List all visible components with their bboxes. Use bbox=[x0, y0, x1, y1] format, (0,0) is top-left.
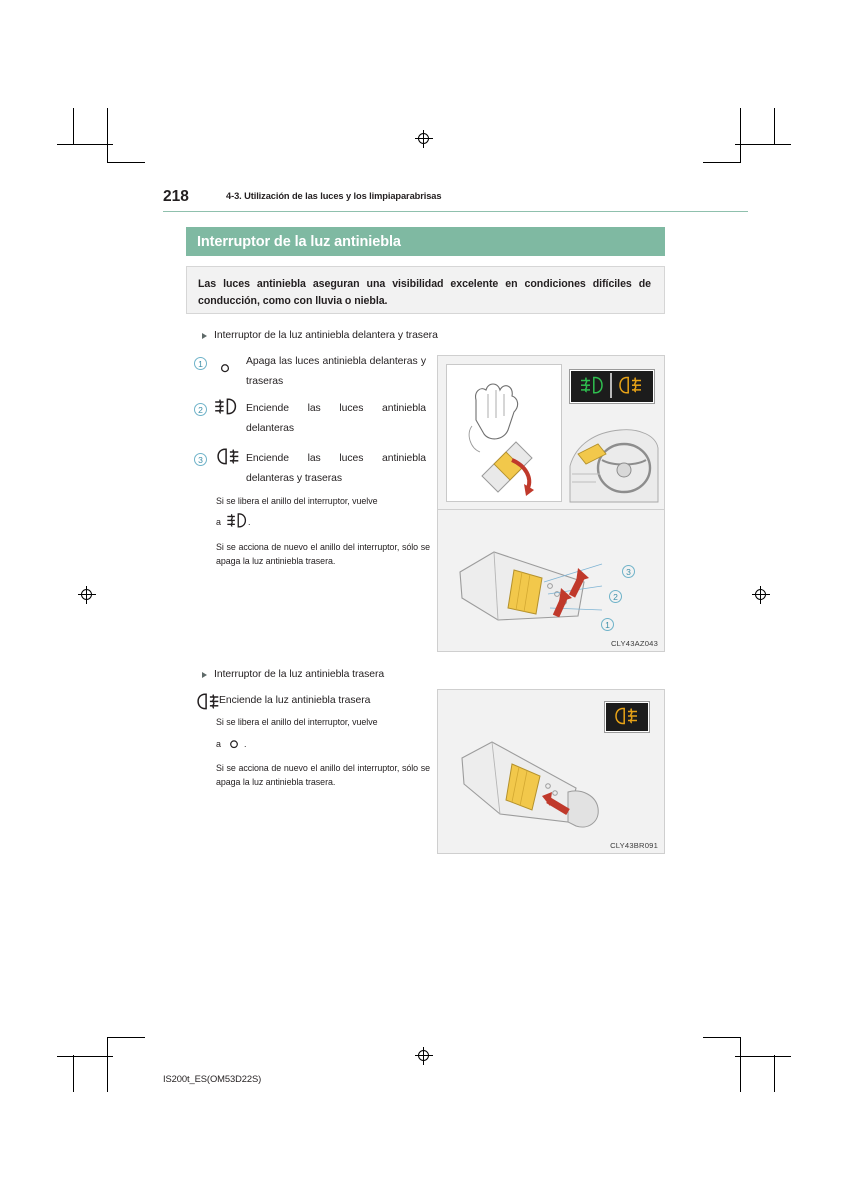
block2-note-1-line-2-suffix: . bbox=[244, 739, 247, 749]
off-circle-icon bbox=[219, 361, 231, 379]
crop-mark-br-h bbox=[735, 1056, 791, 1057]
registration-mark-left bbox=[78, 586, 96, 604]
figure-callout-3: 3 bbox=[622, 565, 635, 578]
crop-mark-bl-h bbox=[57, 1056, 113, 1057]
figure-code-bottom: CLY43BR091 bbox=[610, 841, 658, 850]
block2-note-1-line-2-prefix: a bbox=[216, 739, 221, 749]
subheading-front-rear-label: Interruptor de la luz antiniebla delantera y trasera bbox=[214, 330, 438, 341]
crop-mark-tr-h2 bbox=[703, 162, 741, 163]
figure-rear-fog bbox=[437, 689, 665, 854]
off-circle-icon-inline bbox=[228, 737, 240, 755]
triangle-bullet-icon-2 bbox=[202, 672, 207, 678]
header-rule bbox=[163, 211, 748, 212]
page-number: 218 bbox=[163, 188, 189, 205]
block2-note-2-text: Si se acciona de nuevo el anillo del interruptor, sólo se apaga la luz antiniebla trasera. bbox=[216, 763, 430, 787]
front-fog-lamp-icon bbox=[214, 397, 238, 421]
figure-divider bbox=[438, 509, 664, 510]
page-header bbox=[163, 188, 748, 218]
subheading-rear-only bbox=[202, 669, 622, 680]
dashboard-illustration bbox=[566, 408, 660, 504]
registration-mark-right bbox=[752, 586, 770, 604]
crop-mark-tl-h bbox=[57, 144, 113, 145]
callout-number-3: 3 bbox=[194, 453, 207, 466]
indicator-swatch-group bbox=[570, 370, 654, 403]
crop-mark-bl-h2 bbox=[107, 1037, 145, 1038]
block2-line-text: Enciende la luz antiniebla trasera bbox=[219, 695, 371, 706]
figure-code-top: CLY43AZ043 bbox=[610, 639, 658, 648]
note-1-line-2-suffix: . bbox=[248, 517, 251, 527]
crop-mark-br-v2 bbox=[774, 1055, 775, 1092]
crop-mark-tr-h bbox=[735, 144, 791, 145]
crop-mark-tl-v bbox=[107, 108, 108, 163]
crop-mark-br-h2 bbox=[703, 1037, 741, 1038]
section-title: Interruptor de la luz antiniebla bbox=[197, 233, 401, 250]
callout-number-2: 2 bbox=[194, 403, 207, 416]
note-1-line-2-prefix: a bbox=[216, 517, 221, 527]
block2-note-1-line-1: Si se libera el anillo del interruptor, vuelve bbox=[216, 717, 378, 727]
figure-callout-1: 1 bbox=[601, 618, 614, 631]
crop-mark-bl-v bbox=[107, 1037, 108, 1092]
registration-mark-top bbox=[415, 130, 433, 148]
crop-mark-tr-v2 bbox=[774, 108, 775, 145]
intro-box bbox=[186, 266, 665, 314]
indicator-swatch-rear bbox=[605, 702, 649, 732]
intro-text: Las luces antiniebla aseguran una visibilidad excelente en condiciones difíciles de conducción, como con lluvia o niebla. bbox=[198, 278, 651, 307]
item-1-text: Apaga las luces antiniebla delanteras y traseras bbox=[246, 356, 426, 387]
rear-fog-lamp-icon bbox=[214, 447, 240, 471]
note-1-line-1: Si se libera el anillo del interruptor, vuelve bbox=[216, 496, 378, 506]
registration-mark-bottom bbox=[415, 1047, 433, 1065]
item-2-text: Enciende las luces antiniebla delanteras bbox=[246, 403, 426, 434]
rear-fog-lamp-icon-2 bbox=[194, 692, 220, 716]
section-title-bar bbox=[186, 227, 665, 256]
stalk-rear-illustration bbox=[456, 730, 646, 840]
figure-front-rear-fog bbox=[437, 355, 665, 652]
crop-mark-bl-v2 bbox=[73, 1055, 74, 1092]
crop-mark-br-v bbox=[740, 1037, 741, 1092]
subheading-rear-only-label: Interruptor de la luz antiniebla trasera bbox=[214, 669, 385, 680]
chapter-title: 4-3. Utilización de las luces y los limpiaparabrisas bbox=[226, 191, 442, 201]
figure-callout-2: 2 bbox=[609, 590, 622, 603]
note-2-text: Si se acciona de nuevo el anillo del interruptor, sólo se apaga la luz antiniebla trasera. bbox=[216, 542, 430, 566]
hand-on-stalk-illustration bbox=[446, 364, 562, 502]
document-footer: IS200t_ES(OM53D22S) bbox=[163, 1073, 262, 1084]
triangle-bullet-icon bbox=[202, 333, 207, 339]
crop-mark-tr-v bbox=[740, 108, 741, 163]
stalk-closeup-illustration bbox=[452, 524, 652, 636]
front-fog-lamp-icon-inline bbox=[226, 512, 248, 534]
crop-mark-tl-v2 bbox=[73, 108, 74, 145]
item-3-text: Enciende las luces antiniebla delanteras y traseras bbox=[246, 453, 426, 484]
callout-number-1: 1 bbox=[194, 357, 207, 370]
crop-mark-tl-h2 bbox=[107, 162, 145, 163]
subheading-front-rear bbox=[202, 330, 622, 341]
